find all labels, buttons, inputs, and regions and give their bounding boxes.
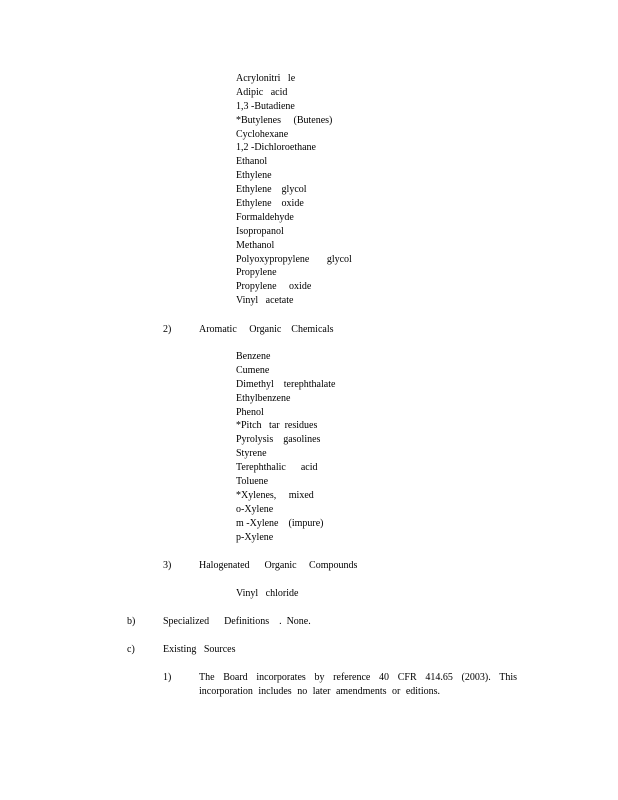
list-item: Vinyl chloride [236,588,299,599]
list-item: Styrene [236,448,267,460]
list-item: *Pitch tar residues [236,420,318,432]
list-item: Ethylene glycol [236,184,307,196]
list-item: Terephthalic acid [236,462,318,474]
list-item: Propylene [236,267,277,279]
list-item: Dimethyl terephthalate [236,378,336,390]
list-item: Ethylbenzene [236,392,291,404]
list-item: *Butylenes (Butenes) [236,114,333,126]
section-heading-halogenated: Halogenated Organic Compounds [199,560,358,571]
list-item: 1,3 -Butadiene [236,100,295,112]
list-item: Cumene [236,364,270,376]
section-number: 1) [163,672,172,683]
list-item: Ethylene [236,170,272,182]
list-item: Polyoxypropylene glycol [236,253,352,265]
section-number: 2) [163,324,172,335]
list-item: Pyrolysis gasolines [236,434,321,446]
specialized-definitions-text: Specialized Definitions . None. [163,616,311,627]
list-item: Adipic acid [236,86,288,98]
aromatic-chemical-list [236,350,335,544]
halogenated-compound-list [236,587,298,601]
list-item: 1,2 -Dichloroethane [236,142,316,154]
list-item: Formaldehyde [236,211,294,223]
list-item: Ethanol [236,156,268,168]
list-item: *Xylenes, mixed [236,489,314,501]
list-item: Acrylonitri le [236,73,296,84]
section-label: b) [127,616,136,627]
list-item: Methanol [236,239,275,251]
list-item: p-Xylene [236,531,274,543]
list-item: Cyclohexane [236,128,289,140]
list-item: Ethylene oxide [236,198,304,210]
section-heading-existing-sources: Existing Sources [163,644,236,655]
section-heading-aromatic: Aromatic Organic Chemicals [199,324,334,335]
section-number: 3) [163,560,172,571]
list-item: Propylene oxide [236,281,312,293]
list-item: Isopropanol [236,225,284,237]
list-item: Benzene [236,351,271,362]
aliphatic-chemical-list [236,72,352,308]
list-item: Vinyl acetate [236,295,294,307]
incorporation-paragraph: The Board incorporates by reference 40 CFR 414.65 (2003). This incorporation includes no later amendments or editions. [199,672,517,697]
list-item: m -Xylene (impure) [236,517,324,529]
list-item: Phenol [236,406,264,418]
list-item: o-Xylene [236,503,274,515]
list-item: Toluene [236,476,269,488]
section-label: c) [127,644,135,655]
